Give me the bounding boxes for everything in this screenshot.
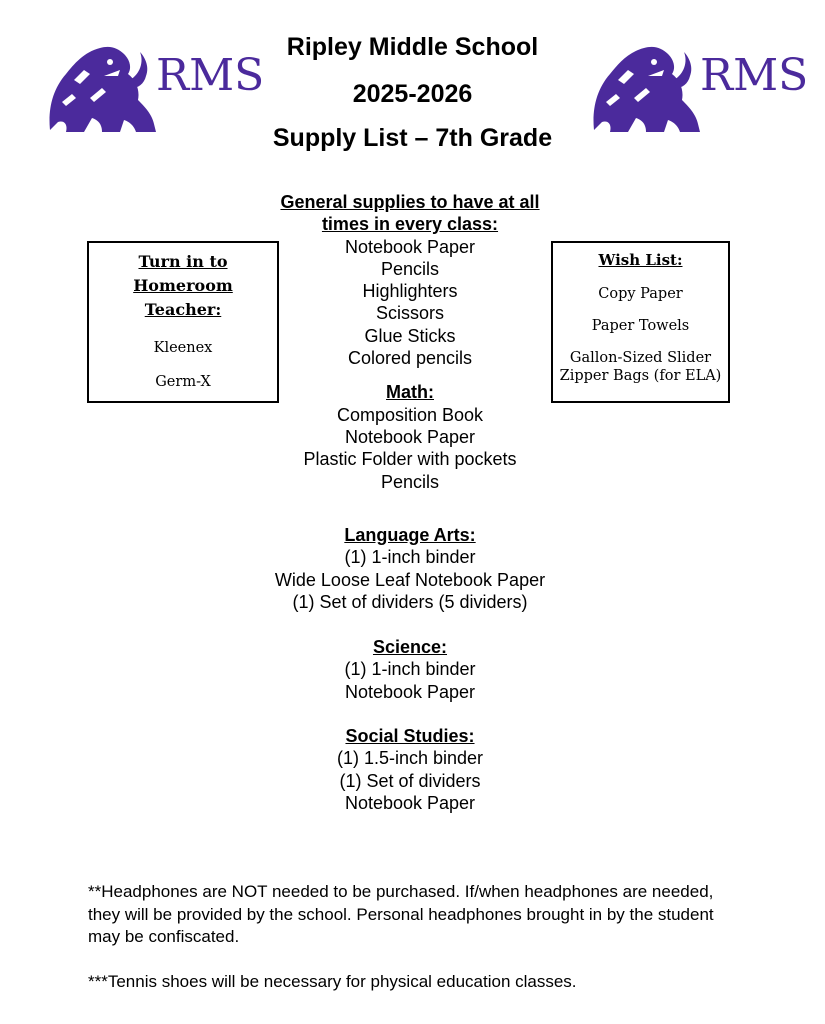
- list-item: (1) 1.5-inch binder: [336, 748, 484, 769]
- list-item: Gallon-Sized Slider: [569, 350, 712, 366]
- list-item: Zipper Bags (for ELA): [559, 368, 722, 384]
- page-title: Supply List – 7th Grade: [272, 124, 553, 152]
- list-item: Germ-X: [155, 374, 211, 390]
- list-item: Colored pencils: [347, 348, 473, 369]
- list-item: Notebook Paper: [344, 236, 476, 257]
- math-heading: Math:: [386, 382, 434, 403]
- list-item: (1) Set of dividers: [339, 770, 481, 791]
- language-arts-section: [250, 524, 570, 613]
- logo-letters: RMS: [700, 50, 809, 101]
- list-item: Notebook Paper: [344, 681, 476, 702]
- wish-list-box: [551, 241, 730, 403]
- general-heading-line-1: General supplies to have at all: [280, 192, 540, 212]
- science-heading: Science:: [372, 637, 448, 657]
- list-item: Kleenex: [153, 340, 213, 356]
- list-item: Scissors: [375, 303, 444, 324]
- list-item: Plastic Folder with pockets: [303, 449, 517, 470]
- list-item: Composition Book: [336, 404, 484, 425]
- homeroom-heading-line-1: Turn in to: [138, 252, 228, 271]
- logo-letters: RMS: [156, 50, 265, 101]
- wish-list-heading: Wish List:: [598, 251, 683, 269]
- social-studies-section: [250, 725, 570, 814]
- social-studies-heading: Social Studies:: [345, 726, 475, 746]
- homeroom-heading-line-2: Homeroom: [133, 276, 233, 295]
- headphones-note: **Headphones are NOT needed to be purchased. If/when headphones are needed, they will be provided by the school. Personal headphones brought in by the student may be confiscated.: [88, 882, 714, 946]
- list-item: Glue Sticks: [364, 325, 456, 346]
- list-item: Highlighters: [362, 281, 458, 302]
- school-year: 2025-2026: [352, 80, 473, 108]
- list-item: Paper Towels: [591, 318, 690, 334]
- general-heading-line-2: times in every class:: [321, 214, 499, 235]
- tennis-shoes-note: ***Tennis shoes will be necessary for physical education classes.: [88, 972, 577, 991]
- list-item: Wide Loose Leaf Notebook Paper: [274, 569, 546, 590]
- list-item: Pencils: [380, 471, 440, 492]
- general-supplies-section: [250, 191, 570, 493]
- homeroom-box: [87, 241, 279, 403]
- list-item: (1) Set of dividers (5 dividers): [292, 591, 528, 612]
- list-item: (1) 1-inch binder: [344, 547, 476, 568]
- school-name: Ripley Middle School: [286, 33, 539, 61]
- list-item: Notebook Paper: [344, 426, 476, 447]
- language-arts-heading: Language Arts:: [344, 525, 476, 545]
- homeroom-heading-line-3: Teacher:: [144, 300, 222, 319]
- list-item: Pencils: [380, 258, 440, 279]
- science-section: [250, 636, 570, 703]
- list-item: (1) 1-inch binder: [344, 659, 476, 680]
- list-item: Copy Paper: [598, 286, 683, 302]
- list-item: Notebook Paper: [344, 792, 476, 813]
